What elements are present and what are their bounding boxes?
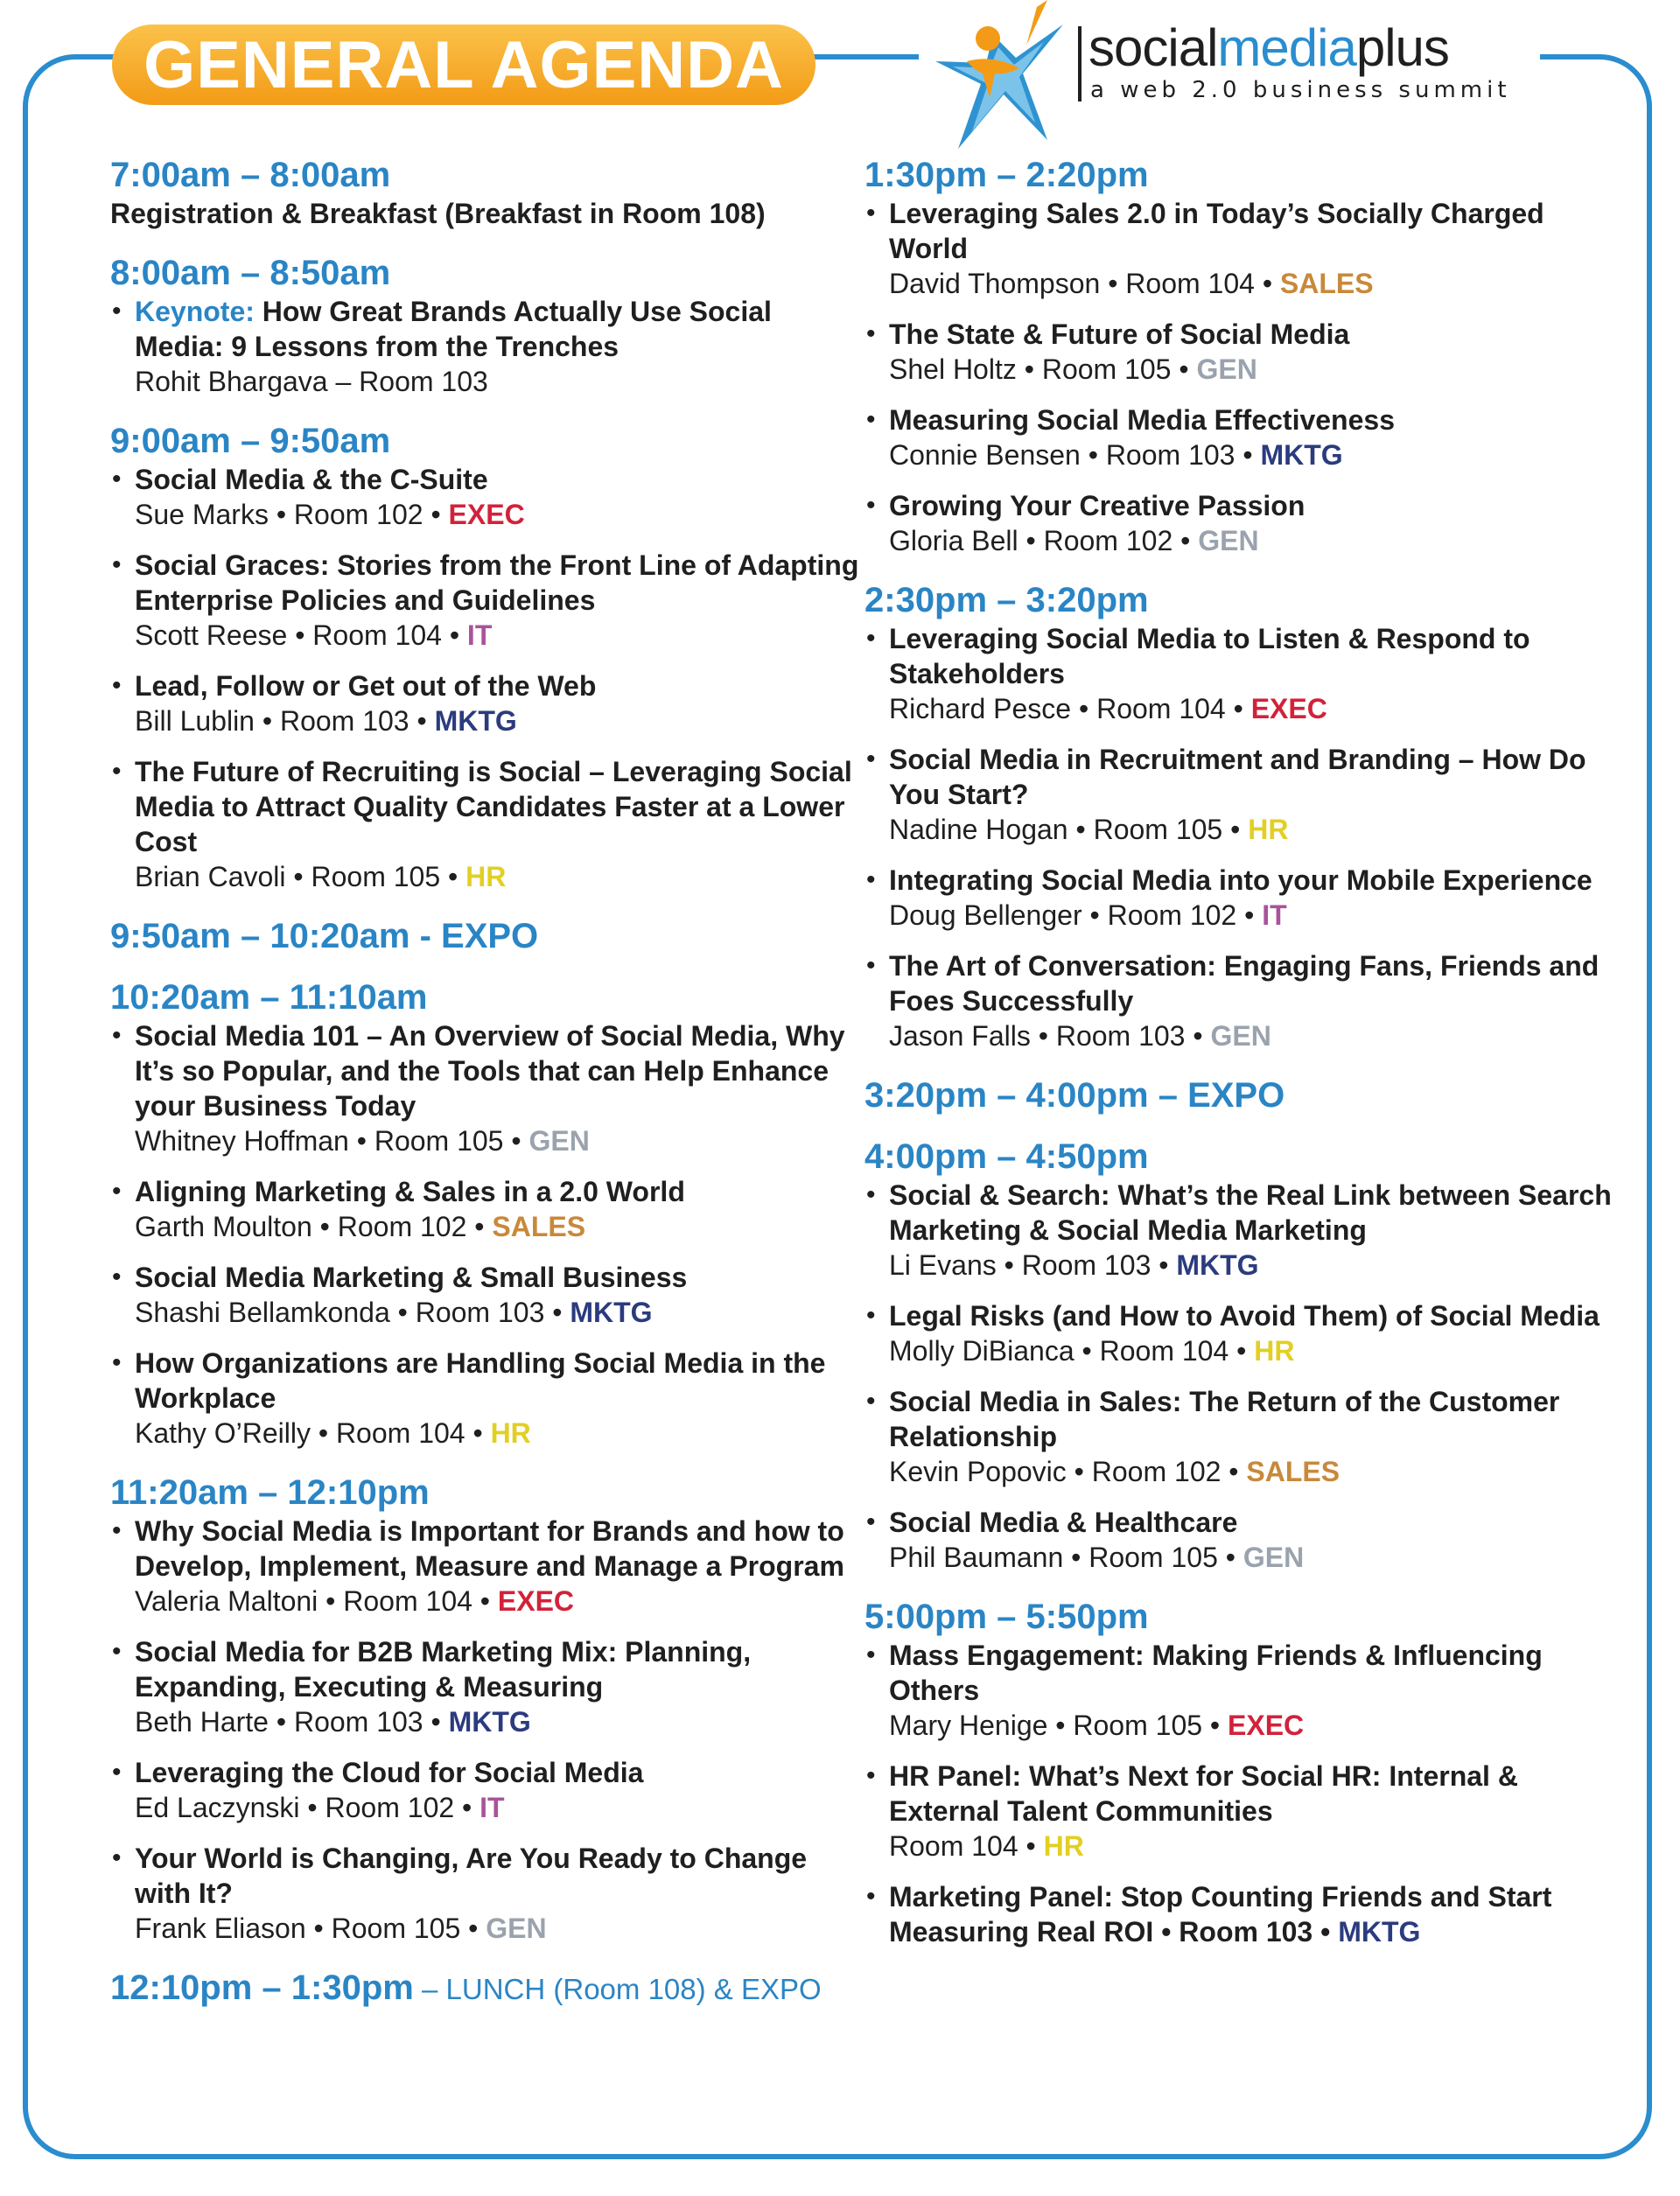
track-badge: IT bbox=[480, 1792, 505, 1823]
session-item bbox=[110, 1755, 863, 1825]
session-item bbox=[864, 1384, 1617, 1489]
session-meta-line bbox=[135, 1123, 863, 1158]
brand-name: socialmediaplus bbox=[1088, 18, 1449, 77]
session-meta: Beth Harte • Room 103 • bbox=[135, 1706, 449, 1738]
track-badge: IT bbox=[1262, 899, 1287, 931]
session-meta: Richard Pesce • Room 104 • bbox=[889, 693, 1251, 724]
time-slot bbox=[864, 1137, 1617, 1575]
track-badge: GEN bbox=[528, 1125, 590, 1157]
track-badge: SALES bbox=[1279, 268, 1374, 299]
session-meta-line bbox=[889, 352, 1617, 387]
track-badge: HR bbox=[1254, 1335, 1295, 1367]
track-badge: EXEC bbox=[448, 499, 525, 530]
session-meta: Jason Falls • Room 103 • bbox=[889, 1020, 1211, 1052]
session-meta-line bbox=[135, 859, 863, 894]
slot-time bbox=[110, 254, 863, 292]
track-badge: HR bbox=[1043, 1830, 1084, 1862]
session-title bbox=[135, 1755, 863, 1790]
time-slot bbox=[110, 422, 863, 894]
slot-time bbox=[110, 1969, 863, 2009]
session-title bbox=[135, 548, 863, 618]
session-meta: Sue Marks • Room 102 • bbox=[135, 499, 449, 530]
session-meta: Bill Lublin • Room 103 • bbox=[135, 705, 435, 737]
track-badge: MKTG bbox=[1260, 439, 1343, 471]
session-meta-line bbox=[889, 1018, 1617, 1053]
session-title-text: HR Panel: What’s Next for Social HR: Internal & External Talent Communities bbox=[889, 1760, 1518, 1827]
session-title bbox=[135, 1260, 863, 1295]
session-item bbox=[110, 1634, 863, 1739]
session-title bbox=[135, 1841, 863, 1911]
session-meta: Gloria Bell • Room 102 • bbox=[889, 525, 1199, 556]
slot-time-label: 9:00am – 9:50am bbox=[110, 422, 391, 460]
session-meta: David Thompson • Room 104 • bbox=[889, 268, 1280, 299]
session-prefix: Keynote: bbox=[135, 296, 262, 327]
slot-time-label: 9:50am – 10:20am - EXPO bbox=[110, 917, 539, 955]
session-title bbox=[889, 1638, 1617, 1708]
track-badge: EXEC bbox=[1228, 1710, 1305, 1741]
session-item bbox=[110, 754, 863, 894]
session-meta: Valeria Maltoni • Room 104 • bbox=[135, 1585, 498, 1617]
brand-tagline: a web 2.0 business summit bbox=[1090, 77, 1511, 103]
session-item bbox=[110, 668, 863, 738]
session-title bbox=[135, 1514, 863, 1584]
track-badge: SALES bbox=[1246, 1456, 1340, 1487]
session-meta-line bbox=[135, 1209, 863, 1244]
session-title-text: Why Social Media is Important for Brands and how to Develop, Implement, Measure and Manage a Program bbox=[135, 1515, 844, 1582]
slot-time bbox=[864, 1076, 1617, 1115]
session-item bbox=[864, 863, 1617, 933]
session-title bbox=[889, 1298, 1617, 1333]
session-meta: Frank Eliason • Room 105 • bbox=[135, 1913, 486, 1944]
session-title-text: Legal Risks (and How to Avoid Them) of Social Media bbox=[889, 1300, 1600, 1332]
session-item bbox=[110, 1841, 863, 1946]
session-title bbox=[135, 1018, 863, 1123]
session-meta-line bbox=[889, 812, 1617, 847]
slot-time-extra: – LUNCH (Room 108) & EXPO bbox=[413, 1973, 822, 2005]
session-title-text: The State & Future of Social Media bbox=[889, 318, 1350, 350]
session-title-text: Leveraging the Cloud for Social Media bbox=[135, 1757, 644, 1788]
session-meta-line bbox=[135, 1790, 863, 1825]
slot-time-label: 4:00pm – 4:50pm bbox=[864, 1137, 1149, 1176]
session-title bbox=[889, 317, 1617, 352]
session-meta-line bbox=[135, 1584, 863, 1619]
session-title bbox=[135, 754, 863, 859]
session-title-text: Integrating Social Media into your Mobile Experience bbox=[889, 864, 1592, 896]
slot-time bbox=[110, 422, 863, 460]
session-item bbox=[864, 621, 1617, 726]
session-meta: Ed Laczynski • Room 102 • bbox=[135, 1792, 480, 1823]
session-meta-line bbox=[889, 898, 1617, 933]
session-meta-line bbox=[135, 1911, 863, 1946]
session-item bbox=[864, 1759, 1617, 1864]
track-badge: SALES bbox=[492, 1211, 586, 1242]
session-meta: Shashi Bellamkonda • Room 103 • bbox=[135, 1297, 570, 1328]
session-meta: • Room 103 • bbox=[1153, 1916, 1339, 1948]
session-meta: Doug Bellenger • Room 102 • bbox=[889, 899, 1263, 931]
star-person-logo-icon bbox=[932, 0, 1072, 157]
session-title bbox=[889, 1384, 1617, 1454]
session-title-text: Growing Your Creative Passion bbox=[889, 490, 1306, 521]
banner-title: GENERAL AGENDA bbox=[144, 27, 784, 102]
session-meta-line bbox=[889, 266, 1617, 301]
session-title-text: Measuring Social Media Effectiveness bbox=[889, 404, 1395, 436]
session-title-text: Your World is Changing, Are You Ready to Change with It? bbox=[135, 1843, 808, 1909]
session-title-text: Social Media Marketing & Small Business bbox=[135, 1262, 688, 1293]
session-meta: Whitney Hoffman • Room 105 • bbox=[135, 1125, 529, 1157]
session-item bbox=[864, 742, 1617, 847]
session-title-text: How Great Brands Actually Use Social Media: 9 Lessons from the Trenches bbox=[135, 296, 772, 362]
track-badge: MKTG bbox=[570, 1297, 653, 1328]
session-title bbox=[889, 863, 1617, 898]
session-title bbox=[135, 1634, 863, 1704]
session-title-text: Social Media in Recruitment and Branding – How Do You Start? bbox=[889, 744, 1586, 810]
slot-time-label: 11:20am – 12:10pm bbox=[110, 1473, 430, 1512]
logo-divider bbox=[1078, 26, 1082, 101]
session-meta: Nadine Hogan • Room 105 • bbox=[889, 814, 1249, 845]
session-meta: Garth Moulton • Room 102 • bbox=[135, 1211, 493, 1242]
slot-time-label: 1:30pm – 2:20pm bbox=[864, 156, 1149, 194]
session-meta: Brian Cavoli • Room 105 • bbox=[135, 861, 466, 892]
session-item bbox=[864, 1879, 1617, 1949]
session-meta-line bbox=[889, 1540, 1617, 1575]
session-item bbox=[110, 548, 863, 653]
session-title bbox=[889, 1178, 1617, 1248]
session-meta: Room 104 • bbox=[889, 1830, 1044, 1862]
session-item bbox=[110, 1346, 863, 1451]
session-item bbox=[864, 1638, 1617, 1743]
time-slot bbox=[864, 1076, 1617, 1115]
session-title-text: Social Media & Healthcare bbox=[889, 1507, 1238, 1538]
session-title-text: Social Media 101 – An Overview of Social Media, Why It’s so Popular, and the Tools that can Help Enhance your Business Today bbox=[135, 1020, 845, 1122]
session-meta-line bbox=[889, 1333, 1617, 1368]
track-badge: MKTG bbox=[448, 1706, 531, 1738]
track-badge: HR bbox=[490, 1417, 531, 1449]
slot-time bbox=[864, 156, 1617, 194]
session-meta: Mary Henige • Room 105 • bbox=[889, 1710, 1228, 1741]
time-slot bbox=[110, 1969, 863, 2009]
track-badge: GEN bbox=[1210, 1020, 1271, 1052]
session-title-text: Social & Search: What’s the Real Link between Search Marketing & Social Media Marketing bbox=[889, 1179, 1612, 1246]
slot-time bbox=[110, 978, 863, 1017]
session-meta-line bbox=[135, 364, 863, 399]
session-meta: Kevin Popovic • Room 102 • bbox=[889, 1456, 1247, 1487]
session-title bbox=[889, 402, 1617, 437]
session-title-text: Social Graces: Stories from the Front Line of Adapting Enterprise Policies and Guidelines bbox=[135, 549, 859, 616]
session-meta-line bbox=[889, 1454, 1617, 1489]
session-title bbox=[889, 1879, 1617, 1949]
slot-time-label: 12:10pm – 1:30pm bbox=[110, 1969, 414, 2007]
track-badge: MKTG bbox=[1176, 1249, 1259, 1281]
session-meta-line bbox=[889, 1829, 1617, 1864]
session-item bbox=[864, 1178, 1617, 1283]
session-title-text: The Future of Recruiting is Social – Leveraging Social Media to Attract Quality Candidates Faster at a Lower Cost bbox=[135, 756, 852, 857]
session-title bbox=[889, 1505, 1617, 1540]
slot-time-label: 8:00am – 8:50am bbox=[110, 254, 391, 292]
session-meta-line bbox=[135, 1295, 863, 1330]
time-slot bbox=[864, 156, 1617, 558]
session-meta-line bbox=[135, 1416, 863, 1451]
session-title-text: Social Media in Sales: The Return of the Customer Relationship bbox=[889, 1386, 1560, 1452]
session-title-text: Social Media & the C-Suite bbox=[135, 464, 488, 495]
session-title-text: How Organizations are Handling Social Media in the Workplace bbox=[135, 1347, 826, 1414]
session-meta-line bbox=[135, 1704, 863, 1739]
slot-time-label: 7:00am – 8:00am bbox=[110, 156, 391, 194]
track-badge: EXEC bbox=[1250, 693, 1327, 724]
right-column bbox=[864, 156, 1617, 1972]
session-item bbox=[864, 948, 1617, 1053]
time-slot bbox=[110, 1473, 863, 1946]
session-title-text: Mass Engagement: Making Friends & Influencing Others bbox=[889, 1640, 1543, 1706]
session-title-text: Leveraging Sales 2.0 in Today’s Socially Charged World bbox=[889, 198, 1544, 264]
time-slot bbox=[110, 978, 863, 1451]
session-item bbox=[110, 1018, 863, 1158]
session-meta: Molly DiBianca • Room 104 • bbox=[889, 1335, 1255, 1367]
slot-time-label: 10:20am – 11:10am bbox=[110, 978, 428, 1017]
session-title-text: Lead, Follow or Get out of the Web bbox=[135, 670, 597, 702]
session-item bbox=[110, 462, 863, 532]
session-title-text: Marketing Panel: Stop Counting Friends and Start Measuring Real ROI bbox=[889, 1881, 1552, 1948]
session-meta-line bbox=[889, 691, 1617, 726]
slot-time bbox=[110, 156, 863, 194]
session-meta-line bbox=[889, 1708, 1617, 1743]
session-title bbox=[135, 668, 863, 703]
session-meta-line bbox=[135, 703, 863, 738]
track-badge: EXEC bbox=[497, 1585, 575, 1617]
track-badge: GEN bbox=[1196, 353, 1257, 385]
time-slot bbox=[110, 156, 863, 231]
session-title bbox=[889, 742, 1617, 812]
track-badge: GEN bbox=[486, 1913, 547, 1944]
session-meta: Li Evans • Room 103 • bbox=[889, 1249, 1177, 1281]
session-title-text: The Art of Conversation: Engaging Fans, Friends and Foes Successfully bbox=[889, 950, 1600, 1017]
session-meta-line bbox=[135, 497, 863, 532]
session-meta-line bbox=[889, 1248, 1617, 1283]
track-badge: GEN bbox=[1242, 1542, 1305, 1573]
time-slot bbox=[110, 254, 863, 399]
slot-time-label: 5:00pm – 5:50pm bbox=[864, 1598, 1149, 1636]
session-item bbox=[110, 1174, 863, 1244]
agenda-banner bbox=[112, 24, 816, 105]
session-meta: Kathy O’Reilly • Room 104 • bbox=[135, 1417, 491, 1449]
session-item bbox=[110, 1260, 863, 1330]
session-meta: Rohit Bhargava – Room 103 bbox=[135, 366, 488, 397]
track-badge: HR bbox=[466, 861, 507, 892]
session-item bbox=[864, 488, 1617, 558]
slot-time-label: 2:30pm – 3:20pm bbox=[864, 581, 1149, 619]
session-title bbox=[889, 488, 1617, 523]
session-meta-line bbox=[135, 618, 863, 653]
session-meta-line bbox=[889, 437, 1617, 472]
session-title bbox=[889, 948, 1617, 1018]
session-title-text: Social Media for B2B Marketing Mix: Planning, Expanding, Executing & Measuring bbox=[135, 1636, 752, 1703]
slot-time bbox=[110, 917, 863, 955]
session-title-text: Aligning Marketing & Sales in a 2.0 World bbox=[135, 1176, 685, 1207]
slot-time bbox=[864, 1598, 1617, 1636]
session-meta: Scott Reese • Room 104 • bbox=[135, 619, 467, 651]
session-meta-line bbox=[889, 523, 1617, 558]
slot-time bbox=[110, 1473, 863, 1512]
track-badge: MKTG bbox=[1338, 1916, 1421, 1948]
session-title bbox=[889, 621, 1617, 691]
left-column bbox=[110, 156, 863, 2032]
session-item bbox=[864, 1298, 1617, 1368]
session-item bbox=[864, 196, 1617, 301]
session-meta: Shel Holtz • Room 105 • bbox=[889, 353, 1197, 385]
session-title-text: Leveraging Social Media to Listen & Respond to Stakeholders bbox=[889, 623, 1530, 689]
session-title bbox=[135, 1346, 863, 1416]
session-item bbox=[110, 1514, 863, 1619]
session-item bbox=[864, 402, 1617, 472]
session-item bbox=[864, 317, 1617, 387]
session-title bbox=[135, 462, 863, 497]
session-title bbox=[889, 1759, 1617, 1829]
session-meta: Connie Bensen • Room 103 • bbox=[889, 439, 1261, 471]
session-item bbox=[864, 1505, 1617, 1575]
slot-time bbox=[864, 581, 1617, 619]
slot-time-label: 3:20pm – 4:00pm – EXPO bbox=[864, 1076, 1285, 1115]
track-badge: HR bbox=[1248, 814, 1289, 845]
slot-time bbox=[864, 1137, 1617, 1176]
track-badge: IT bbox=[466, 619, 493, 651]
session-item bbox=[110, 294, 863, 399]
session-title bbox=[889, 196, 1617, 266]
session-title bbox=[135, 294, 863, 364]
slot-note: Registration & Breakfast (Breakfast in Room 108) bbox=[110, 198, 766, 229]
time-slot bbox=[110, 917, 863, 955]
session-title bbox=[135, 1174, 863, 1209]
time-slot bbox=[864, 581, 1617, 1053]
track-badge: GEN bbox=[1198, 525, 1259, 556]
track-badge: MKTG bbox=[434, 705, 517, 737]
session-meta: Phil Baumann • Room 105 • bbox=[889, 1542, 1243, 1573]
time-slot bbox=[864, 1598, 1617, 1949]
